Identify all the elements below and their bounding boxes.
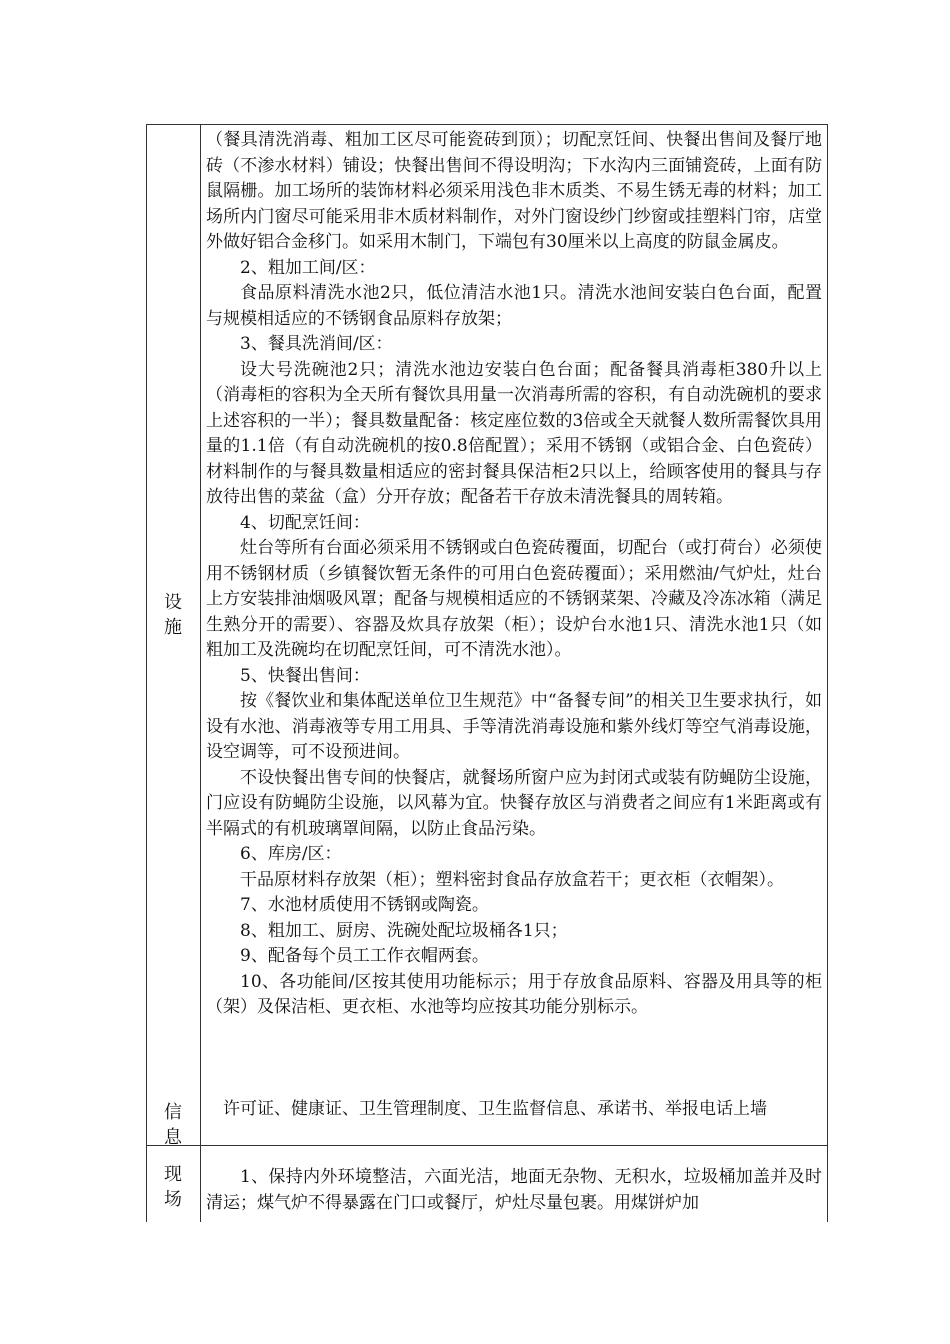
facilities-paragraph-6: 干品原材料存放架（柜）；塑料密封食品存放盒若干；更衣柜（衣帽架）。	[240, 869, 784, 890]
section-heading-dish-washing: 3、餐具洗消间/区：	[240, 334, 393, 354]
facilities-paragraph-4: 灶台等所有台面必须采用不锈钢或白色瓷砖覆面，切配台（或打荷台）必须使用不锈钢材质（乡镇餐饮暂无条件的可用白色瓷砖覆面）；采用燃油/气炉灶，灶台上方安装排油烟吸风罩；配备与规模相适应的不锈钢菜架、冷藏及冷冻冰箱（满足生熟分开的需要）、容器及炊具存放架（柜）；设炉台水池1只、清洗水池1只（如粗加工及洗碗均在切配烹饪间，可不清洗水池）。	[206, 538, 822, 660]
facilities-item-10: 10、各功能间/区按其使用功能标示；用于存放食品原料、容器及用具等的柜（架）及保洁柜、更衣柜、水池等均应按其功能分别标示。	[206, 971, 822, 1017]
facilities-paragraph-1: （餐具清洗消毒、粗加工区尽可能瓷砖到顶）；切配烹饪间、快餐出售间及餐厅地砖（不渗水材料）铺设；快餐出售间不得设明沟；下水沟内三面铺瓷砖，上面有防鼠隔栅。加工场所的装饰材料必须采用浅色非木质类、不易生锈无毒的材料；加工场所内门窗尽可能采用非木质材料制作，对外门窗设纱门纱窗或挂塑料门帘，店堂外做好铝合金移门。如采用木制门，下端包有30厘米以上高度的防鼠金属皮。	[206, 130, 822, 252]
label-info	[147, 1100, 199, 1150]
table-left-border	[146, 124, 147, 1222]
label-site-char-2: 场	[164, 1189, 182, 1210]
label-info-char-1: 信	[164, 1102, 182, 1123]
info-paragraph: 许可证、健康证、卫生管理制度、卫生监督信息、承诺书、举报电话上墙	[223, 1099, 767, 1119]
label-facilities	[147, 590, 199, 640]
label-facilities-char-1: 设	[164, 592, 182, 613]
table-column-divider	[200, 124, 201, 1222]
label-site-char-1: 现	[164, 1164, 182, 1185]
section-heading-storage: 6、库房/区：	[240, 844, 342, 864]
facilities-paragraph-5a: 按《餐饮业和集体配送单位卫生规范》中“备餐专间”的相关卫生要求执行，如设有水池、消毒液等专用工用具、手等清洗消毒设施和紫外线灯等空气消毒设施，设空调等，可不设预进间。	[206, 691, 822, 762]
site-paragraph-1: 1、保持内外环境整洁，六面光洁，地面无杂物、无积水，垃圾桶加盖并及时清运；煤气炉不得暴露在门口或餐厅，炉灶尽量包裹。用煤饼炉加	[206, 1167, 822, 1213]
table-row-divider	[146, 1145, 828, 1146]
section-heading-cooking: 4、切配烹饪间：	[240, 512, 370, 533]
table-right-border	[827, 124, 828, 1222]
facilities-item-7: 7、水池材质使用不锈钢或陶瓷。	[240, 895, 489, 915]
label-site	[147, 1162, 199, 1212]
table-top-border	[146, 124, 828, 125]
facilities-item-9: 9、配备每个员工工作衣帽两套。	[240, 946, 489, 966]
facilities-paragraph-3: 设大号洗碗池2只；清洗水池边安装白色台面；配备餐具消毒柜380升以上（消毒柜的容积为全天所有餐饮具用量一次消毒所需的容积，有自动洗碗机的要求上述容积的一半）；餐具数量配备：核定座位数的3倍或全天就餐人数所需餐饮具用量的1.1倍（有自动洗碗机的按0.8倍配置）；采用不锈钢（或铝合金、白色瓷砖）材料制作的与餐具数量相适应的密封餐具保洁柜2只以上，给顾客使用的餐具与存放待出售的菜盆（盒）分开存放；配备若干存放未清洗餐具的周转箱。	[206, 359, 822, 507]
section-heading-rough-processing: 2、粗加工间/区：	[240, 257, 376, 278]
site-content	[206, 1165, 822, 1216]
label-info-char-2: 息	[164, 1127, 182, 1148]
section-heading-fast-food: 5、快餐出售间：	[240, 665, 370, 686]
facilities-content	[206, 128, 822, 1021]
facilities-item-8: 8、粗加工、厨房、洗碗处配垃圾桶各1只；	[240, 920, 568, 941]
facilities-paragraph-2: 食品原料清洗水池2只，低位清洁水池1只。清洗水池间安装白色台面，配置与规模相适应的不锈钢食品原料存放架；	[206, 283, 822, 329]
facilities-paragraph-5b: 不设快餐出售专间的快餐店，就餐场所窗户应为封闭式或装有防蝇防尘设施，门应设有防蝇防尘设施，以风幕为宜。快餐存放区与消费者之间应有1米距离或有半隔式的有机玻璃罩间隔，以防止食品污染。	[206, 767, 822, 839]
label-facilities-char-2: 施	[164, 617, 182, 638]
info-content	[206, 1097, 822, 1123]
